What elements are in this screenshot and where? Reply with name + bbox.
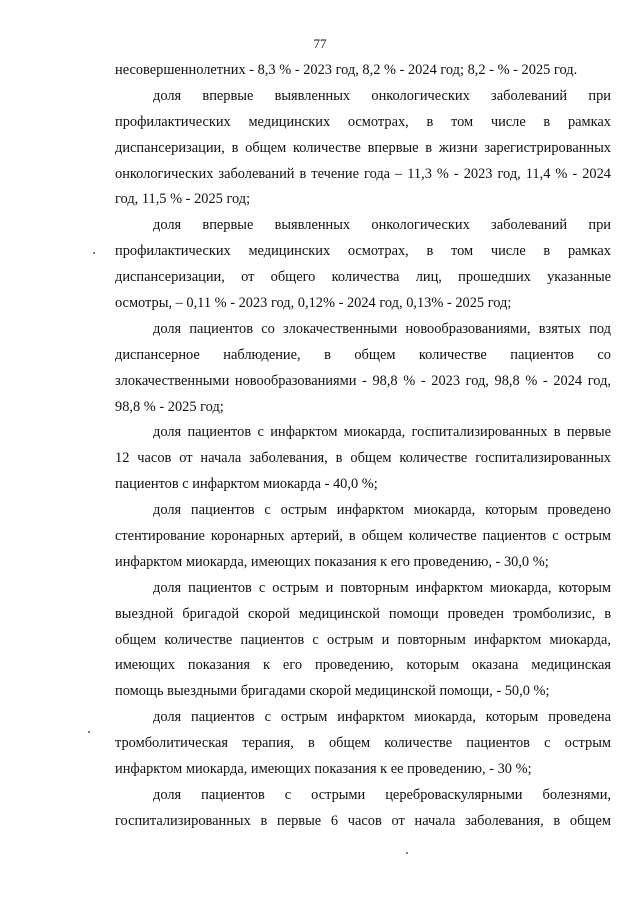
text-line: несовершеннолетних - 8,3 % - 2023 год, 8,2 % - 2024 год; 8,2 - % - 2025 год. [115, 62, 578, 78]
text-line: доля пациентов с острыми цереброваскулярными болезнями, [153, 786, 611, 803]
text-line: доля впервые выявленных онкологических заболеваний при [153, 87, 611, 104]
text-line: пациентов с инфарктом миокарда - 40,0 %; [115, 476, 378, 493]
text-line: профилактических медицинских осмотрах, в том числе в рамках [115, 243, 611, 260]
text-line: тромболитическая терапия, в общем количестве пациентов с острым [115, 735, 611, 752]
text-line: доля пациентов с острым инфарктом миокарда, которым проведено [153, 502, 611, 519]
text-line: диспансерное наблюдение, в общем количестве пациентов со [115, 346, 611, 363]
page-number: 77 [313, 36, 327, 51]
text-line: доля пациентов с острым и повторным инфарктом миокарда, которым [153, 579, 611, 596]
scan-speck [88, 731, 90, 733]
text-line: помощь выездными бригадами скорой медицинской помощи, - 50,0 %; [115, 683, 550, 700]
text-line: доля пациентов с инфарктом миокарда, госпитализированных в первые [153, 424, 611, 441]
text-line: диспансеризации, от общего количества лиц, прошедших указанные [115, 269, 611, 286]
text-line: доля впервые выявленных онкологических заболеваний при [153, 217, 611, 234]
text-line: злокачественными новообразованиями - 98,8 % - 2023 год, 98,8 % - 2024 год, [115, 372, 611, 389]
text-line: диспансеризации, в общем количестве впервые в жизни зарегистрированных [115, 139, 611, 156]
text-line: госпитализированных в первые 6 часов от начала заболевания, в общем [115, 812, 611, 829]
text-line: стентирование коронарных артерий, в общем количестве пациентов с острым [115, 528, 611, 545]
scan-speck [93, 252, 95, 254]
scan-speck [406, 852, 408, 854]
text-line: имеющих показания к его проведению, которым оказана медицинская [115, 657, 611, 674]
text-line: год, 11,5 % - 2025 год; [115, 191, 251, 208]
text-line: 98,8 % - 2025 год; [115, 398, 224, 415]
text-line: осмотры, – 0,11 % - 2023 год, 0,12% - 2024 год, 0,13% - 2025 год; [115, 295, 512, 312]
text-line: общем количестве пациентов с острым и повторным инфарктом миокарда, [115, 631, 611, 648]
text-line: инфарктом миокарда, имеющих показания к ее проведению, - 30 %; [115, 761, 532, 778]
text-line: доля пациентов с острым инфарктом миокарда, которым проведена [153, 709, 611, 726]
text-line: выездной бригадой скорой медицинской помощи проведен тромболизис, в [115, 605, 611, 622]
text-line: 12 часов от начала заболевания, в общем количестве госпитализированных [115, 450, 611, 467]
text-line: доля пациентов со злокачественными новообразованиями, взятых под [153, 320, 611, 337]
text-line: инфарктом миокарда, имеющих показания к его проведению, - 30,0 %; [115, 553, 549, 570]
text-line: профилактических медицинских осмотрах, в том числе в рамках [115, 113, 611, 130]
body-text [115, 58, 611, 835]
text-line: онкологических заболеваний в течение года – 11,3 % - 2023 год, 11,4 % - 2024 [115, 165, 611, 182]
